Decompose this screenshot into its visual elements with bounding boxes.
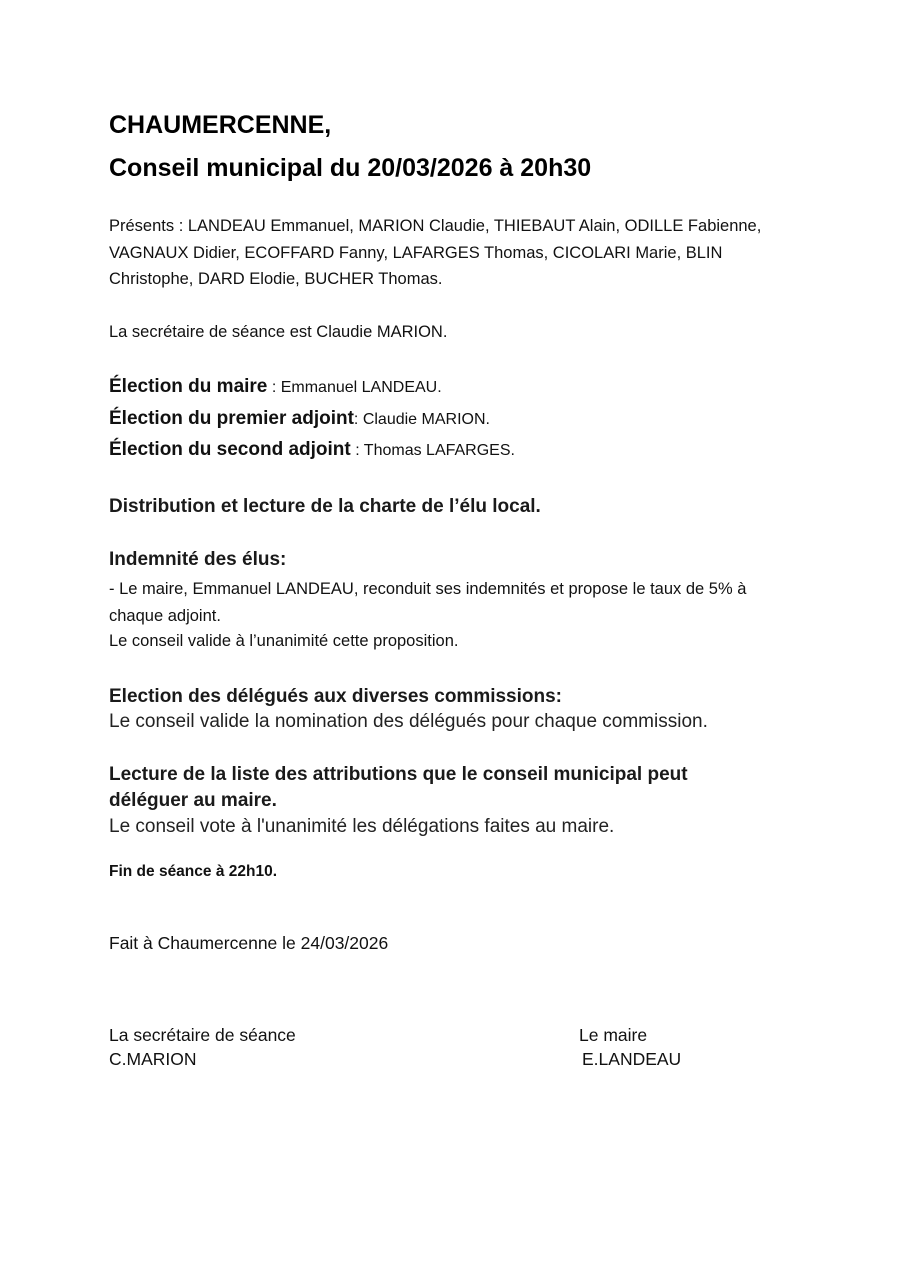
election-second-adjoint-sep: :: [350, 442, 364, 459]
election-maire-sep: :: [267, 379, 281, 396]
doc-title-conseil: Conseil municipal du 20/03/2026 à 20h30: [109, 154, 592, 182]
election-second-adjoint-label: Élection du second adjoint: [109, 439, 351, 460]
election-maire: [109, 371, 442, 403]
signature-secretary-name: C.MARION: [109, 1049, 197, 1069]
fin-seance: Fin de séance à 22h10.: [109, 863, 278, 880]
delegues-text: Le conseil valide la nomination des délégués pour chaque commission.: [109, 711, 708, 732]
election-maire-label: Élection du maire: [109, 376, 268, 397]
election-premier-adjoint-label: Élection du premier adjoint: [109, 408, 354, 429]
signature-secretary-title: La secrétaire de séance: [109, 1025, 296, 1045]
election-maire-value: Emmanuel LANDEAU.: [280, 379, 442, 396]
signature-maire-title: Le maire: [579, 1025, 648, 1045]
election-second-adjoint: [109, 434, 515, 466]
indemnite-text: - Le maire, Emmanuel LANDEAU, reconduit ses indemnités et propose le taux de 5% à chaque adjoint.: [109, 580, 747, 625]
election-premier-adjoint-sep: :: [353, 411, 363, 428]
indemnite-validation: Le conseil valide à l’unanimité cette proposition.: [109, 632, 459, 650]
fait-a-line: Fait à Chaumercenne le 24/03/2026: [109, 933, 389, 953]
charte-heading: Distribution et lecture de la charte de l’élu local.: [109, 496, 541, 517]
signature-maire-name: E.LANDEAU: [582, 1049, 682, 1069]
presents-paragraph: Présents : LANDEAU Emmanuel, MARION Claudie, THIEBAUT Alain, ODILLE Fabienne, VAGNAUX Didier, ECOFFARD Fanny, LAFARGES Thomas, CICOLARI Marie, BLIN Christophe, DARD Elodie, BUCHER Thomas.: [109, 217, 762, 288]
indemnite-heading: Indemnité des élus:: [109, 549, 287, 570]
election-premier-adjoint-value: Claudie MARION.: [362, 411, 490, 428]
doc-title-commune: CHAUMERCENNE,: [109, 111, 332, 139]
election-second-adjoint-value: Thomas LAFARGES.: [363, 442, 515, 459]
delegues-heading: Election des délégués aux diverses commissions:: [109, 686, 563, 707]
election-premier-adjoint: [109, 403, 490, 435]
secretary-line: La secrétaire de séance est Claudie MARION.: [109, 323, 448, 341]
attributions-heading: Lecture de la liste des attributions que le conseil municipal peut déléguer au maire.: [109, 764, 688, 811]
attributions-text: Le conseil vote à l'unanimité les délégations faites au maire.: [109, 816, 615, 837]
